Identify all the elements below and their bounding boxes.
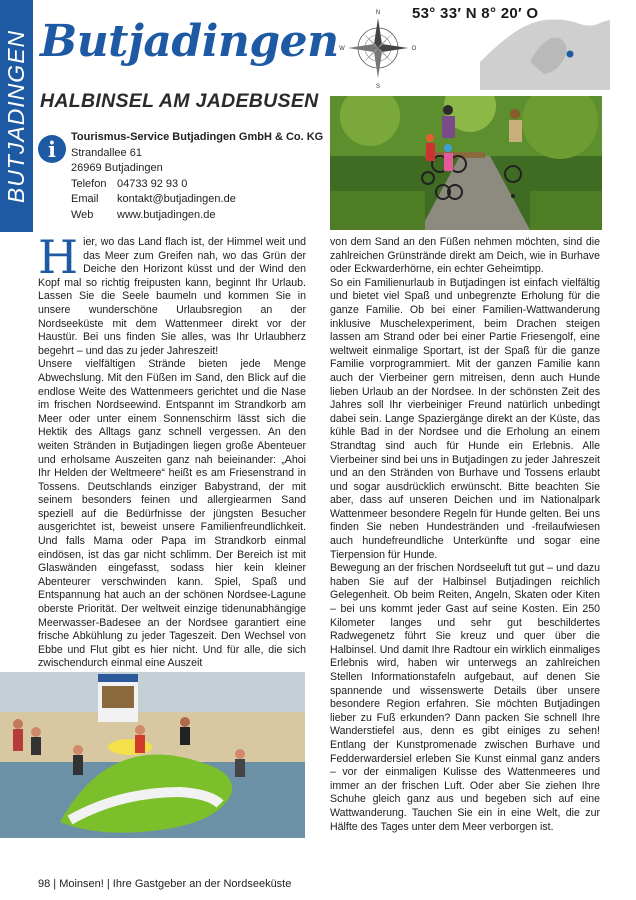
compass-s: S <box>375 84 381 90</box>
contact-city: 26969 Butjadingen <box>71 162 163 174</box>
contact-street: Strandallee 61 <box>71 146 142 159</box>
contact-phone-label: Telefon <box>71 177 107 190</box>
contact-web-label: Web <box>71 208 94 221</box>
contact-block <box>71 130 323 223</box>
dropcap: H <box>38 230 79 284</box>
page-title: Butjadingen <box>40 16 339 67</box>
body-paragraph: So ein Familienurlaub in Butjadingen ist einfach vielfältig und bietet viel Spaß und unbegrenzte Erholung für die ganze Familie. Ob bei einer Familien-Wattwanderung inklusive Muschelexperiment, beim Drachen steigen lassen am Strand oder bei einer Partie Friesengolf, eine weltweit einmalige Sportart, ist der Spaß für die ganze Familie vorprogrammiert. Mit der ganzen Familie kann auch der Vierbeiner gern mitreisen, denn auch Hunde lieben Urlaub an der Nordsee. In der schönsten Zeit des Jahres soll Ihr vierbeiniger Freund natürlich unbedingt dabei sein. Lange Spaziergänge direkt an der Küste, das kühle Bad in der Nordsee und die Erholung an einem Strandtag sind auch für Hunde ein Erlebnis. Alle Vierbeiner sind bei uns in Butjadingen zu jeder Jahreszeit und an den Stränden von Burhave und Tossens erlaubt und sogar ausdrücklich erwünscht. Bitte beachten Sie aber, dass auf unseren Deichen und im Nationalpark Wattenmeer besondere Regeln für Hunde gelten. Bei uns finden Sie neben Hundestränden und -freilaufwiesen auch hundefreundliche Unterkünfte und sogar eine Tierpension für Hunde. <box>330 276 600 561</box>
contact-org: Tourismus-Service Butjadingen GmbH & Co. KG <box>71 131 324 143</box>
compass-rose <box>339 10 417 90</box>
side-label <box>0 0 33 232</box>
map-location-dot <box>567 51 574 58</box>
contact-web-row <box>71 208 323 224</box>
photo-family-cycling <box>330 96 602 230</box>
coordinates: 53° 33′ N 8° 20′ O <box>412 5 539 22</box>
page-subtitle: HALBINSEL AM JADEBUSEN <box>40 90 319 112</box>
beach-chair <box>98 674 138 722</box>
contact-phone[interactable]: 04733 92 93 0 <box>117 177 188 190</box>
contact-email[interactable]: kontakt@butjadingen.de <box>117 193 236 205</box>
body-paragraph <box>38 230 306 358</box>
contact-web[interactable]: www.butjadingen.de <box>117 208 216 221</box>
body-paragraph-text: ier, wo das Land flach ist, der Himmel weit und das Meer zum Greifen nah, wo das Grün der Deiche den Horizont küsst und der Wind den Kopf mal so richtig freipusten kann, beginnt Ihr Urlaub. Lassen Sie die Seele baumeln und kommen Sie in unsere wunderschöne Urlaubsregion an der Nordseeküste mit dem Wattenmeer direkt vor der Haustür. Bei uns finden Sie alles, was Ihr Urlaubherz begehrt – und das zu jeder Jahreszeit! <box>38 236 306 357</box>
body-column-left <box>38 230 306 671</box>
footer-text: 98 | Moinsen! | Ihre Gastgeber an der Nordseeküste <box>38 878 292 890</box>
contact-phone-row <box>71 177 323 193</box>
body-paragraph: Unsere vielfältigen Strände bieten jede Menge Abwechslung. Mit den Füßen im Sand, den Blick auf die endlose Weite des Wattenmeers gerichtet und die Nase im frischen Nordseewind. Entspannt im Strandkorb am Meer oder unter einem Sonnenschirm lässt sich die Hektik des Alltags ganz schnell vergessen. An den weiten Stränden in Butjadingen liegen große Abenteuer und erholsame Auszeiten ganz nah beieinander: „Ahoi Ihr Helden der Weltmeere“ heißt es am Friesenstrand in Tossens. Deutschlands einziger Babystrand, der mit seinem besonders feinen und allergiearmen Sand speziell auf die Bedürfnisse der jüngsten Besucher ausgerichtet ist, beweist unsere Familienfreundlichkeit. Und falls Mama oder Papa im Strandkorb einmal eindösen, ist das gar nicht schlimm. Der Bereich ist mit Glaswänden eingefasst, sodass hier kein kleiner Abenteurer verschwinden kann. Spiel, Spaß und Entspannung hat auch an der schönen Nordsee-Lagune oberste Priorität. Der weltweit einzige tidenunabhängige Meerwasser-Badesee an der Nordsee garantiert eine frische Abkühlung zu jeder Tageszeit. Den Wechsel von Ebbe und Flut gibt es hier nicht. Und für alle, die sich zwischendurch einmal eine Auszeit <box>38 358 306 670</box>
body-paragraph: von dem Sand an den Füßen nehmen möchten, sind die zahlreichen Grünstrände direkt am Deich, wie in Burhave oder Eckwarderhörne, ein echter Geheimtipp. <box>330 236 600 276</box>
body-column-right <box>330 236 600 834</box>
contact-email-row <box>71 192 323 208</box>
compass-e: O <box>411 46 417 52</box>
side-label-text: BUTJADINGEN <box>3 29 30 203</box>
info-icon: i <box>38 135 66 163</box>
photo-beach-inflatable <box>0 672 305 838</box>
compass-n: N <box>375 10 381 16</box>
compass-w: W <box>339 46 345 52</box>
contact-email-label: Email <box>71 193 99 205</box>
body-paragraph: Bewegung an der frischen Nordseeluft tut gut – und dazu haben Sie auf der Halbinsel Butjadingen reichlich Gelegenheit. Ob beim Reiten, Angeln, Skaten oder Kiten – bei uns kommt jeder Gast auf seine Kosten. Ein 250 Kilometer langes und sehr gut beschildertes Radwegenetz führt Sie kreuz und quer über die Halbinsel. Und damit Ihre Radtour ein wirklich einmaliges Erlebnis wird, haben wir unterwegs an zahlreichen Stellen Informationstafeln aufgebaut, auf denen Sie spannende und wissenswerte Details über unsere besondere Region erfahren. Sie möchten Butjadingen lieber zu Fuß erkunden? Dann packen Sie schnell Ihre Wanderstiefel aus, denn es gibt einiges zu sehen! Entlang der Kunstpromenade zwischen Burhave und Fedderwardersiel erleben Sie Kunst einmal ganz anders – vor der einmaligen Kulisse des Wattenmeeres und immer an der frischen Luft. Oder aber Sie ziehen Ihre Schuhe gleich ganz aus und begeben sich auf eine Wattwanderung. Tauchen Sie ein in eine Welt, die zur Hälfte des Tages unter dem Meer verborgen ist. <box>330 562 600 833</box>
